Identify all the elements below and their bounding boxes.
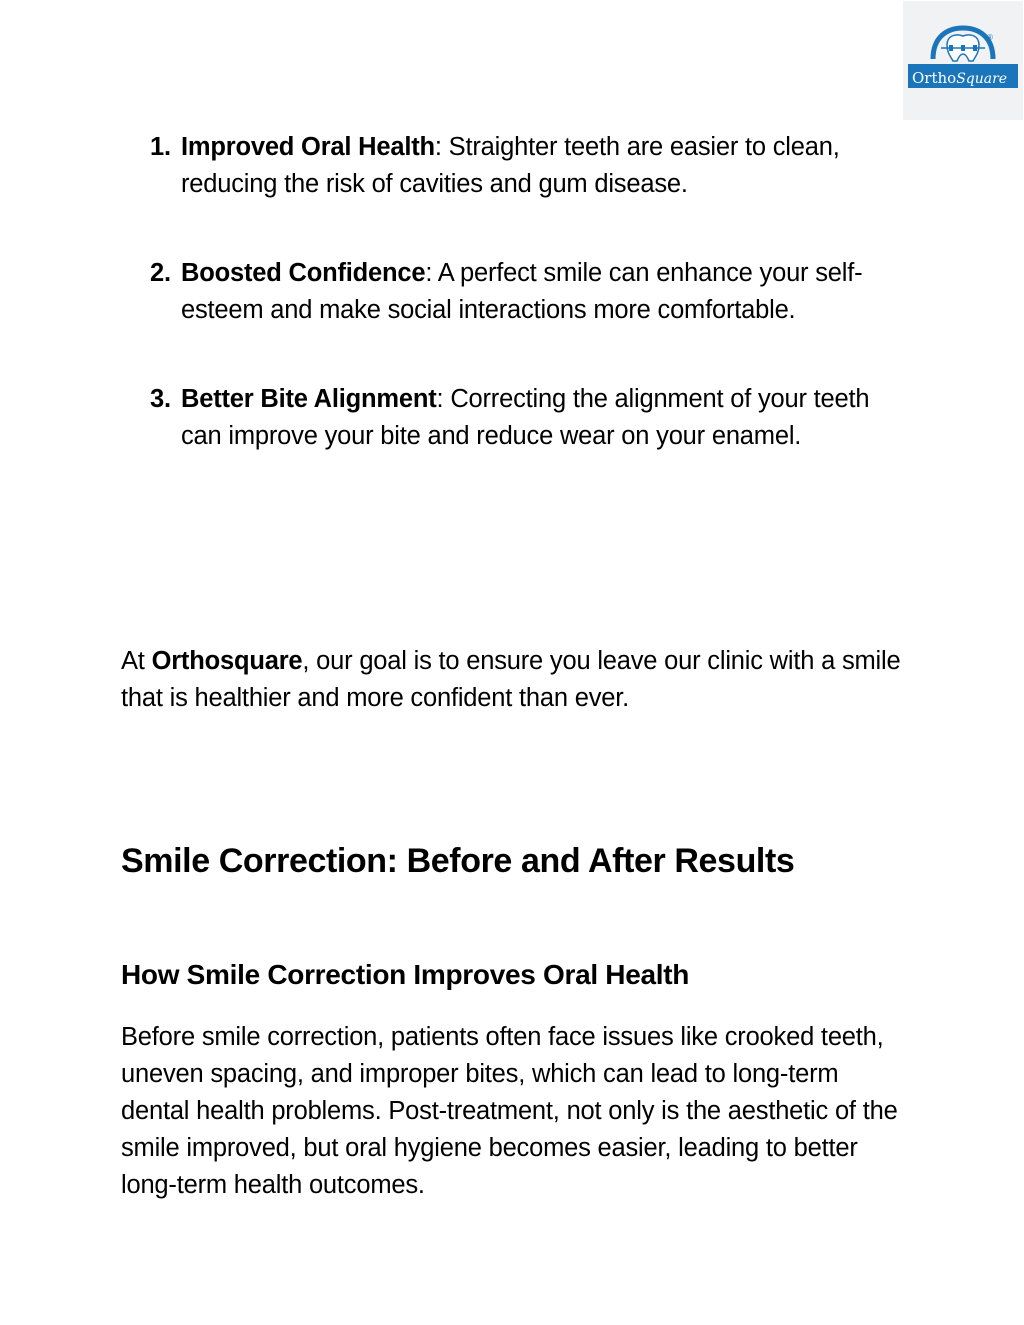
benefit-description: : A perfect smile can enhance your self-esteem and make social interactions more comfortable. <box>181 259 863 324</box>
list-number: 3. <box>150 385 171 413</box>
benefit-term: Boosted Confidence <box>181 259 426 287</box>
tooth-icon <box>903 1 1023 120</box>
body-paragraph: Before smile correction, patients often face issues like crooked teeth, uneven spacing, and improper bites, which can lead to long-term dental health problems. Post-treatment, not only is the aesthetic of the smile improved, but oral hygiene becomes easier, leading to better long-term health outcomes. <box>121 1023 898 1199</box>
benefits-list <box>150 129 910 455</box>
goal-prefix: At <box>121 647 152 675</box>
benefit-item <box>150 381 910 455</box>
list-number: 1. <box>150 133 171 161</box>
subheading: How Smile Correction Improves Oral Health <box>121 959 690 990</box>
goal-paragraph <box>121 643 911 717</box>
orthosquare-logo <box>903 1 1023 120</box>
svg-text:OrthoSquare: OrthoSquare <box>912 69 1008 87</box>
benefit-item <box>150 255 910 329</box>
brand-name: Orthosquare <box>151 647 303 675</box>
list-number: 2. <box>150 259 171 287</box>
section-heading: Smile Correction: Before and After Results <box>121 842 795 880</box>
benefit-description: : Correcting the alignment of your teeth can improve your bite and reduce wear on your enamel. <box>181 385 870 450</box>
benefit-term: Improved Oral Health <box>181 133 435 161</box>
svg-text:®: ® <box>987 33 993 42</box>
goal-suffix: , our goal is to ensure you leave our clinic with a smile that is healthier and more confident than ever. <box>121 647 901 712</box>
benefit-description: : Straighter teeth are easier to clean, reducing the risk of cavities and gum disease. <box>181 133 840 198</box>
benefit-item <box>150 129 910 203</box>
benefit-term: Better Bite Alignment <box>181 385 437 413</box>
